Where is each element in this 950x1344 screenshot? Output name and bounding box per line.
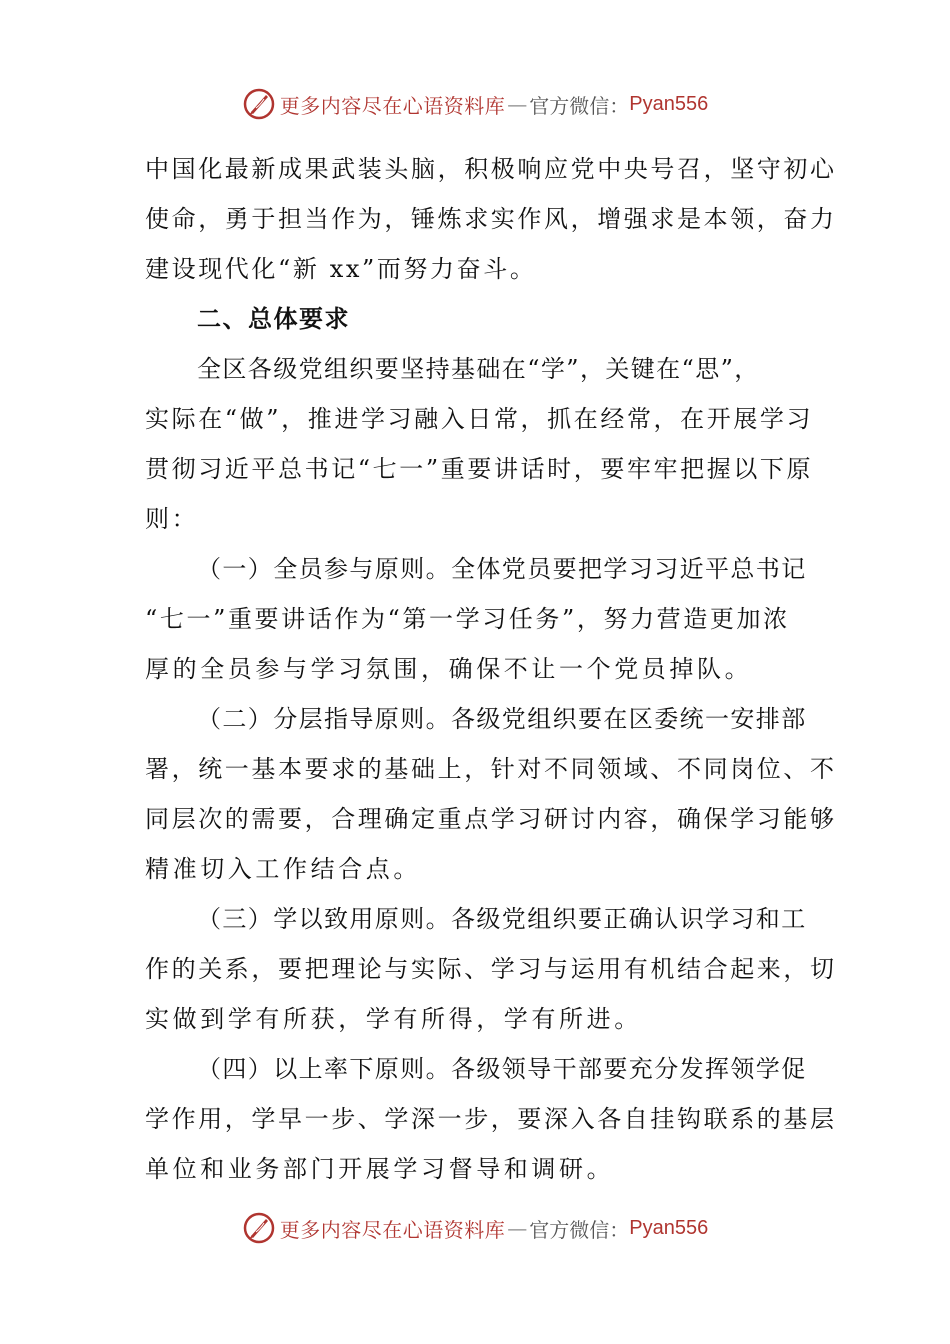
paragraph-line: 贯彻习近平总书记“七一”重要讲话时，要牢牢把握以下原 — [145, 455, 814, 483]
watermark-wechat-id: Pyan556 — [629, 92, 709, 115]
quill-logo-icon — [242, 87, 276, 121]
paragraph-line: 全区各级党组织要坚持基础在“学”，关键在“思”， — [197, 355, 760, 383]
paragraph-line: 单位和业务部门开展学习督导和调研。 — [145, 1155, 615, 1183]
watermark-dash: — — [507, 92, 528, 116]
watermark-wechat-id: Pyan556 — [629, 1216, 709, 1239]
quill-logo-icon — [242, 1211, 276, 1245]
watermark-dash: — — [507, 1216, 528, 1240]
watermark-wechat-label: 官方微信： — [529, 1217, 630, 1242]
watermark-wechat-label: 官方微信： — [529, 93, 630, 118]
paragraph-line: （一）全员参与原则。全体党员要把学习习近平总书记 — [197, 555, 807, 583]
watermark-site-text: 更多内容尽在心语资料库 — [279, 93, 506, 118]
paragraph-line: 精准切入工作结合点。 — [145, 855, 421, 883]
paragraph-line: 中国化最新成果武装头脑，积极响应党中央号召，坚守初心 — [145, 155, 837, 183]
watermark-banner-top — [0, 84, 950, 124]
paragraph-line: 实际在“做”，推进学习融入日常，抓在经常，在开展学习 — [145, 405, 814, 433]
paragraph-line: 实做到学有所获，学有所得，学有所进。 — [145, 1005, 642, 1033]
paragraph-line: 署，统一基本要求的基础上，针对不同领域、不同岗位、不 — [145, 755, 837, 783]
paragraph-line: 厚的全员参与学习氛围，确保不让一个党员掉队。 — [145, 655, 753, 683]
paragraph-line: “七一”重要讲话作为“第一学习任务”，努力营造更加浓 — [145, 605, 790, 633]
paragraph-line: 作的关系，要把理论与实际、学习与运用有机结合起来，切 — [145, 955, 837, 983]
paragraph-line: 建设现代化“新 xx”而努力奋斗。 — [145, 255, 537, 283]
paragraph-line: 则： — [145, 505, 199, 533]
document-body — [145, 144, 837, 1194]
paragraph-line: 学作用，学早一步、学深一步，要深入各自挂钩联系的基层 — [145, 1105, 837, 1133]
paragraph-line: 同层次的需要，合理确定重点学习研讨内容，确保学习能够 — [145, 805, 837, 833]
paragraph-line: （三）学以致用原则。各级党组织要正确认识学习和工 — [197, 905, 807, 933]
watermark-site-text: 更多内容尽在心语资料库 — [279, 1217, 506, 1242]
paragraph-line: （四）以上率下原则。各级领导干部要充分发挥领学促 — [197, 1055, 807, 1083]
paragraph-line: （二）分层指导原则。各级党组织要在区委统一安排部 — [197, 705, 807, 733]
section-heading: 二、总体要求 — [197, 305, 350, 333]
paragraph-line: 使命，勇于担当作为，锤炼求实作风，增强求是本领，奋力 — [145, 205, 837, 233]
watermark-banner-bottom — [0, 1208, 950, 1248]
